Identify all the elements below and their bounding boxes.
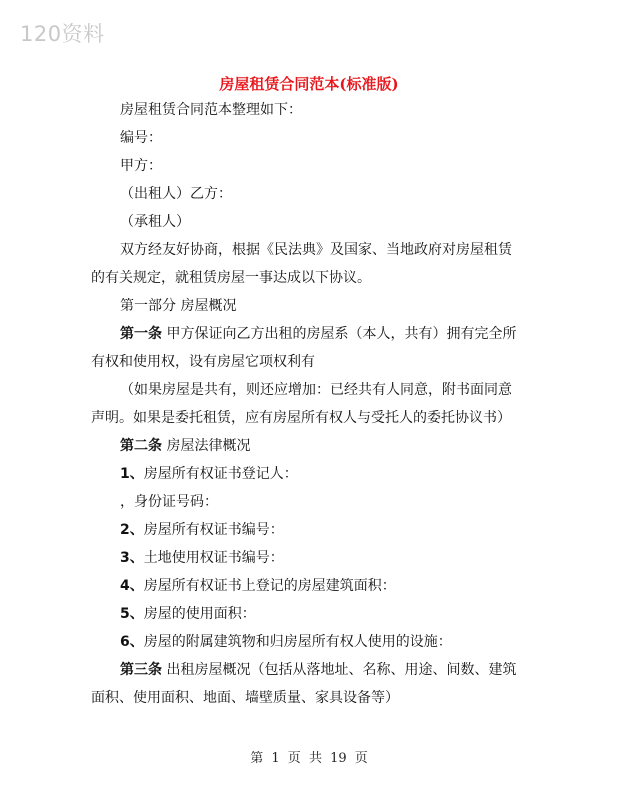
list-item [120, 577, 396, 595]
number-field: 编号： [120, 130, 162, 146]
article-2-line [120, 437, 250, 455]
list-item [120, 605, 256, 623]
footer-page-unit: 页 [287, 751, 301, 766]
article-2-text: 房屋法律概况 [166, 438, 251, 454]
footer-total-pages: 19 [330, 751, 347, 766]
paragraph-line: 面积、使用面积、地面、墙壁质量、家具设备等） [91, 690, 399, 706]
intro-line: 房屋租赁合同范本整理如下： [120, 102, 302, 118]
article-2-label: 第二条 [120, 438, 162, 454]
list-item-text: 房屋的使用面积： [143, 606, 256, 622]
watermark-text: 120资料 [20, 22, 105, 46]
lessee-field: （承租人） [120, 214, 190, 230]
list-number: 2、 [120, 522, 144, 538]
list-item-text: 房屋所有权证书上登记的房屋建筑面积： [143, 578, 396, 594]
list-number: 6、 [120, 634, 144, 650]
paragraph-line: 声明。如果是委托租赁，应有房屋所有权人与受托人的委托协议书） [91, 410, 511, 426]
lessor-party-b-field: （出租人）乙方： [120, 186, 232, 202]
list-item [120, 549, 284, 567]
paragraph-line: 有权和使用权，设有房屋它项权利有 [91, 354, 315, 370]
page-footer [0, 747, 618, 766]
list-item-text: 房屋所有权证书登记人： [143, 466, 298, 482]
article-3-line [120, 661, 516, 679]
list-item-text: 房屋的附属建筑物和归房屋所有权人使用的设施： [143, 634, 452, 650]
list-item-text: 房屋所有权证书编号： [143, 522, 284, 538]
section-heading: 第一部分 房屋概况 [120, 298, 237, 314]
paragraph-line: 双方经友好协商，根据《民法典》及国家、当地政府对房屋租赁 [120, 242, 512, 258]
article-3-label: 第三条 [120, 662, 162, 678]
list-item [120, 633, 452, 651]
article-1-text: 甲方保证向乙方出租的房屋系（本人，共有）拥有完全所 [166, 326, 517, 342]
article-1-line [120, 325, 516, 343]
list-item: ，身份证号码： [120, 494, 218, 510]
article-1-label: 第一条 [120, 326, 162, 342]
footer-total-unit: 页 [354, 751, 368, 766]
paragraph-line: 的有关规定，就租赁房屋一事达成以下协议。 [91, 270, 371, 286]
list-item [120, 521, 284, 539]
article-3-text: 出租房屋概况（包括从落地址、名称、用途、间数、建筑 [166, 662, 517, 678]
list-number: 3、 [120, 550, 144, 566]
list-item [120, 465, 298, 483]
footer-page-word: 第 [250, 751, 264, 766]
paragraph-line: （如果房屋是共有，则还应增加：已经共有人同意，附书面同意 [120, 382, 512, 398]
party-a-field: 甲方： [120, 158, 162, 174]
footer-page-number: 1 [271, 751, 280, 766]
list-number: 4、 [120, 578, 144, 594]
document-title: 房屋租赁合同范本(标准版) [219, 75, 399, 93]
list-number: 1、 [120, 466, 144, 482]
list-item-text: 土地使用权证书编号： [143, 550, 284, 566]
list-number: 5、 [120, 606, 144, 622]
footer-total-word: 共 [308, 751, 322, 766]
